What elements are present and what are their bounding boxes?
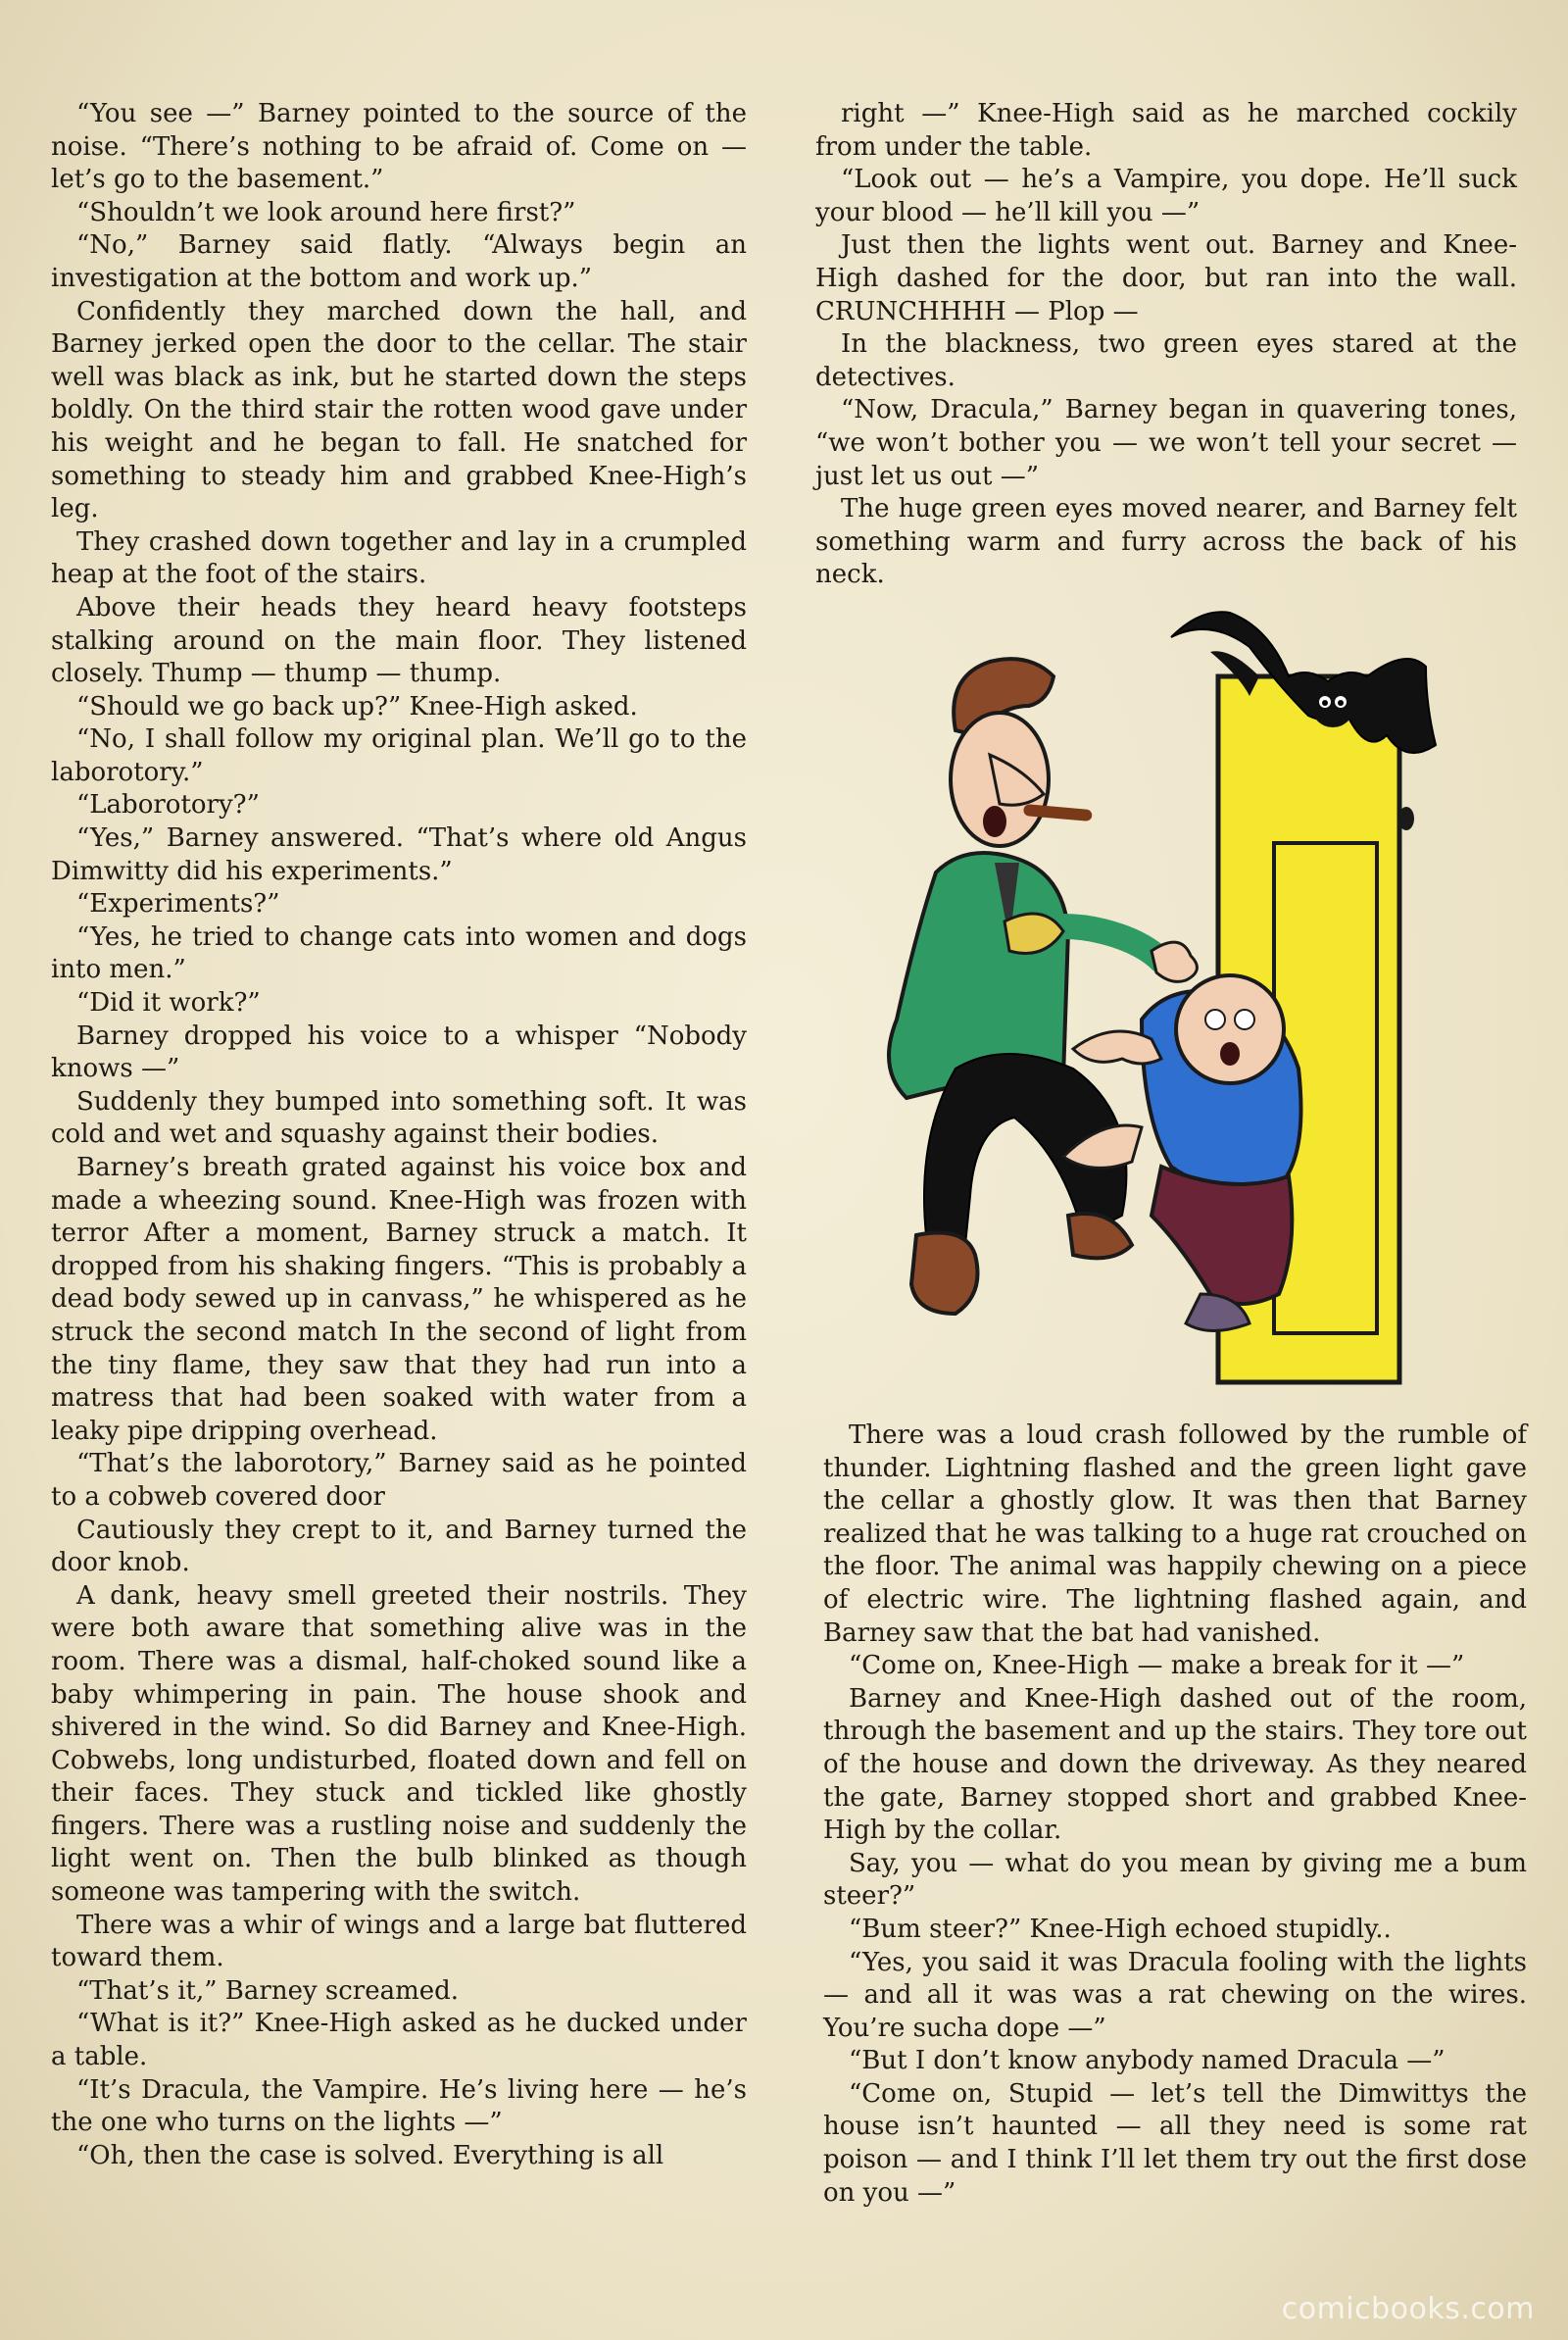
- paragraph: “Yes, he tried to change cats into women and dogs into men.”: [51, 921, 747, 985]
- paragraph: “Come on, Stupid — let’s tell the Dimwittys the house isn’t haunted — all they need is some rat poison — and I think I’ll let them try out the first dose on you —”: [823, 2078, 1527, 2208]
- door-knob: [1398, 807, 1414, 830]
- paragraph: “Laborotory?”: [76, 790, 260, 821]
- paragraph: “That’s the laborotory,” Barney said as he pointed to a cobweb covered door: [51, 1449, 747, 1512]
- right-text-column-top: [815, 98, 1517, 592]
- paragraph: “You see —” Barney pointed to the source of the noise. “There’s nothing to be afraid of. Come on — let’s go to the basement.”: [51, 99, 747, 195]
- paragraph: “Yes,” Barney answered. “That’s where old Angus Dimwitty did his experiments.”: [51, 823, 747, 886]
- paragraph: Suddenly they bumped into something soft. It was cold and wet and squashy against their bodies.: [51, 1086, 747, 1150]
- paragraph: “Now, Dracula,” Barney began in quavering tones, “we won’t bother you — we won’t tell your secret — just let us out —”: [815, 395, 1517, 491]
- paragraph: “That’s it,” Barney screamed.: [76, 1975, 460, 2006]
- paragraph: The huge green eyes moved nearer, and Barney felt something warm and furry across the back of his neck.: [815, 494, 1517, 590]
- right-shoe: [1068, 1214, 1132, 1258]
- paragraph: “Oh, then the case is solved. Everything is all: [76, 2140, 664, 2170]
- right-text-column-bottom: [823, 1419, 1527, 2210]
- cartoon-illustration: [818, 608, 1524, 1412]
- paragraph: In the blackness, two green eyes stared at the detectives.: [815, 329, 1517, 392]
- paragraph: A dank, heavy smell greeted their nostrils. They were both aware that something alive was in the room. There was a dismal, half-choked sound like a baby whimpering in pain. The house shook and shivered in the wind. So did Barney and Knee-High. Cobwebs, long undisturbed, floated down and fell on their faces. They stuck and tickled like ghostly fingers. There was a rustling noise and suddenly the light went on. Then the bulb blinked as though someone was tampering with the switch.: [51, 1580, 747, 1908]
- paragraph: “Yes, you said it was Dracula fooling with the lights — and all it was was a rat chewing on the wires. You’re sucha dope —”: [823, 1947, 1527, 2043]
- paragraph: Barney’s breath grated against his voice box and made a wheezing sound. Knee-High was frozen with terror After a moment, Barney struck a match. It dropped from his shaking fingers. “This is probably a dead body sewed up in canvass,” he whispered as he struck the second match In the second of light from the tiny flame, they saw that they had run into a matress that had been soaked with water from a leaky pipe dripping overhead.: [51, 1153, 747, 1446]
- paragraph: “But I don’t know anybody named Dracula —”: [849, 2046, 1446, 2076]
- paragraph: “Come on, Knee-High — make a break for it —”: [849, 1651, 1465, 1681]
- paragraph: “It’s Dracula, the Vampire. He’s living here — he’s the one who turns on the lights —”: [51, 2074, 747, 2138]
- paragraph: “Should we go back up?” Knee-High asked.: [76, 691, 638, 722]
- paragraph: Barney and Knee-High dashed out of the room, through the basement and up the stairs. They tore out of the house and down the driveway. As they neared the gate, Barney stopped short and grabbed Knee-High by the collar.: [823, 1683, 1527, 1846]
- paragraph: “Look out — he’s a Vampire, you dope. He’ll suck your blood — he’ll kill you —”: [815, 165, 1517, 227]
- paragraph: Confidently they marched down the hall, and Barney jerked open the door to the cellar. The stair well was black as ink, but he started down the steps boldly. On the third stair the rotten wood gave under his weight and he began to fall. He snatched for something to steady him and grabbed Knee-High’s leg.: [51, 296, 747, 524]
- left-text-column: [51, 98, 747, 2172]
- watermark: comicbooks.com: [1281, 2292, 1535, 2326]
- paragraph: “Did it work?”: [76, 988, 261, 1019]
- paragraph: Barney dropped his voice to a whisper “Nobody knows —”: [51, 1021, 747, 1084]
- paragraph: They crashed down together and lay in a crumpled heap at the foot of the stairs.: [51, 526, 747, 590]
- paragraph: “What is it?” Knee-High asked as he ducked under a table.: [51, 2009, 747, 2072]
- maroon-pants: [1152, 1167, 1292, 1304]
- paragraph: There was a loud crash followed by the rumble of thunder. Lightning flashed and the green light gave the cellar a ghostly glow. It was then that Barney realized that he was talking to a huge rat crouched on the floor. The animal was happily chewing on a piece of electric wire. The lightning flashed again, and Barney saw that the bat had vanished.: [823, 1420, 1527, 1648]
- left-shoe: [911, 1233, 978, 1315]
- paragraph: Above their heads they heard heavy footsteps stalking around on the main floor. They listened closely. Thump — thump — thump.: [51, 592, 747, 689]
- paragraph: There was a whir of wings and a large bat fluttered toward them.: [51, 1910, 747, 1973]
- paragraph: Say, you — what do you mean by giving me a bum steer?”: [823, 1848, 1527, 1912]
- paragraph: “Shouldn’t we look around here first?”: [76, 197, 576, 227]
- paragraph: “Experiments?”: [76, 889, 280, 920]
- paragraph: “Bum steer?” Knee-High echoed stupidly..: [849, 1914, 1392, 1944]
- paragraph: Cautiously they crept to it, and Barney turned the door knob.: [51, 1515, 747, 1578]
- paragraph: “No, I shall follow my original plan. We’ll go to the laborotory.”: [51, 724, 747, 787]
- knee-high-character: [1063, 975, 1301, 1331]
- paragraph: “No,” Barney said flatly. “Always begin an investigation at the bottom and work up.”: [51, 230, 747, 293]
- paragraph: right —” Knee-High said as he marched cockily from under the table.: [815, 99, 1517, 162]
- paragraph: Just then the lights went out. Barney and Knee-High dashed for the door, but ran into the wall. CRUNCHHHH — Plop —: [815, 230, 1517, 326]
